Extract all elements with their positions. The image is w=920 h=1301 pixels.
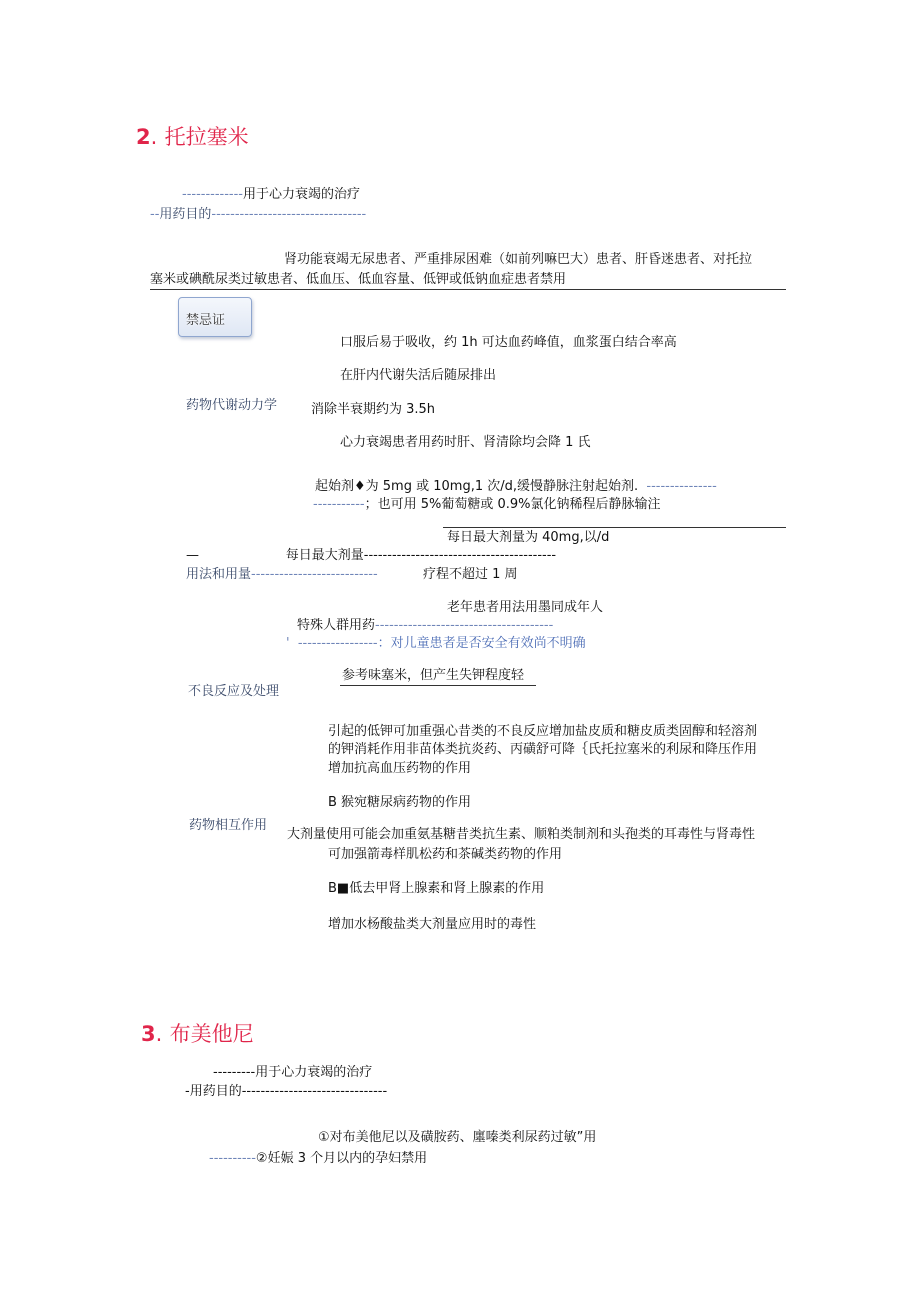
special-item-2: ' -----------------：对儿童患者是否安全有效尚不明确 bbox=[286, 636, 586, 651]
special-node: 特殊人群用药-------------------------------------- bbox=[297, 618, 554, 633]
divider bbox=[443, 527, 786, 528]
pk-node: 药物代谢动力学 bbox=[186, 398, 278, 413]
contra-node-box bbox=[178, 297, 252, 337]
section-heading-2: 2. 托拉塞米 bbox=[136, 125, 249, 149]
dose-item-1a: 起始剂♦为 5mg 或 10mg,1 次/d,缓慢静脉注射起始剂. --------------- bbox=[315, 479, 717, 494]
divider bbox=[340, 685, 536, 686]
inter-item-3: 增加抗高血压药物的作用 bbox=[328, 761, 472, 776]
inter-item-8: 增加水杨酸盐类大剂量应用时的毒性 bbox=[328, 917, 537, 932]
contra-node: 禁忌证 bbox=[186, 313, 226, 328]
pk-item-4: 心力衰竭患者用药时肝、肾清除均会降 1 氏 bbox=[340, 435, 591, 450]
purpose-branch-3: ---------用于心力衰竭的治疗 bbox=[213, 1065, 373, 1080]
inter-item-2: 的钾消耗作用非苗体类抗炎药、丙磺舒可降｛氏托拉塞米的利尿和降压作用 bbox=[328, 742, 758, 757]
dose-item-1b: -----------；也可用 5%葡萄糖或 0.9%氯化钠稀程后静脉输注 bbox=[313, 497, 661, 512]
section-title: 布美他尼 bbox=[169, 1022, 254, 1046]
section-number: 3 bbox=[141, 1022, 156, 1046]
dose-item-3: — 每日最大剂量----------------------------------------- bbox=[186, 548, 557, 563]
divider bbox=[150, 289, 786, 290]
purpose-node-3: -用药目的------------------------------- bbox=[185, 1084, 388, 1099]
dose-item-4: 疗程不超过 1 周 bbox=[423, 567, 518, 582]
purpose-branch: -------------用于心力衰竭的治疗 bbox=[182, 187, 360, 202]
section-number: 2 bbox=[136, 125, 151, 149]
contra3-item-1: ①对布美他尼以及磺胺药、廛嗪类利尿药过敏”用 bbox=[318, 1130, 597, 1145]
pk-item-2: 在肝内代谢失活后随尿排出 bbox=[340, 368, 497, 383]
inter-item-5: 大剂量使用可能会加重氨基糖昔类抗生素、顺粕类制剂和头孢类的耳毒性与肾毒性 bbox=[287, 827, 756, 842]
special-item-1: 老年患者用法用墨同成年人 bbox=[447, 600, 604, 615]
pk-item-1: 口服后易于吸收，约 1h 可达血药峰值，血浆蛋白结合率高 bbox=[340, 335, 677, 350]
inter-item-7: B■低去甲肾上腺素和肾上腺素的作用 bbox=[328, 881, 545, 896]
section-heading-3: 3. 布美他尼 bbox=[141, 1022, 254, 1046]
contra-text-2: 塞米或碘酰尿类过敏患者、低血压、低血容量、低钾或低钠血症患者禁用 bbox=[150, 272, 567, 287]
pk-item-3: 消除半衰期约为 3.5h bbox=[311, 402, 436, 417]
inter-item-4: B 猴宛糖尿病药物的作用 bbox=[328, 795, 472, 810]
contra3-item-2: ----------②妊娠 3 个月以内的孕妇禁用 bbox=[209, 1151, 428, 1166]
adverse-node: 不良反应及处理 bbox=[188, 684, 280, 699]
contra-text-1: 肾功能衰竭无尿患者、严重排尿困难（如前列嘛巴大）患者、肝昏迷患者、对托拉 bbox=[284, 252, 753, 267]
inter-item-6: 可加强箭毒样肌松药和茶碱类药物的作用 bbox=[328, 847, 563, 862]
inter-node: 药物相互作用 bbox=[189, 818, 268, 833]
inter-item-1: 引起的低钾可加重强心昔类的不良反应增加盐皮质和糖皮质类固醇和轻溶剂 bbox=[328, 724, 758, 739]
section-title: 托拉塞米 bbox=[164, 125, 249, 149]
purpose-node: --用药目的--------------------------------- bbox=[150, 207, 367, 222]
dose-node: 用法和用量--------------------------- bbox=[186, 567, 378, 582]
dose-item-2: 每日最大剂量为 40mg,以/d bbox=[447, 530, 610, 545]
adverse-item: 参考味塞米，但产生失钾程度轻 bbox=[342, 668, 525, 683]
